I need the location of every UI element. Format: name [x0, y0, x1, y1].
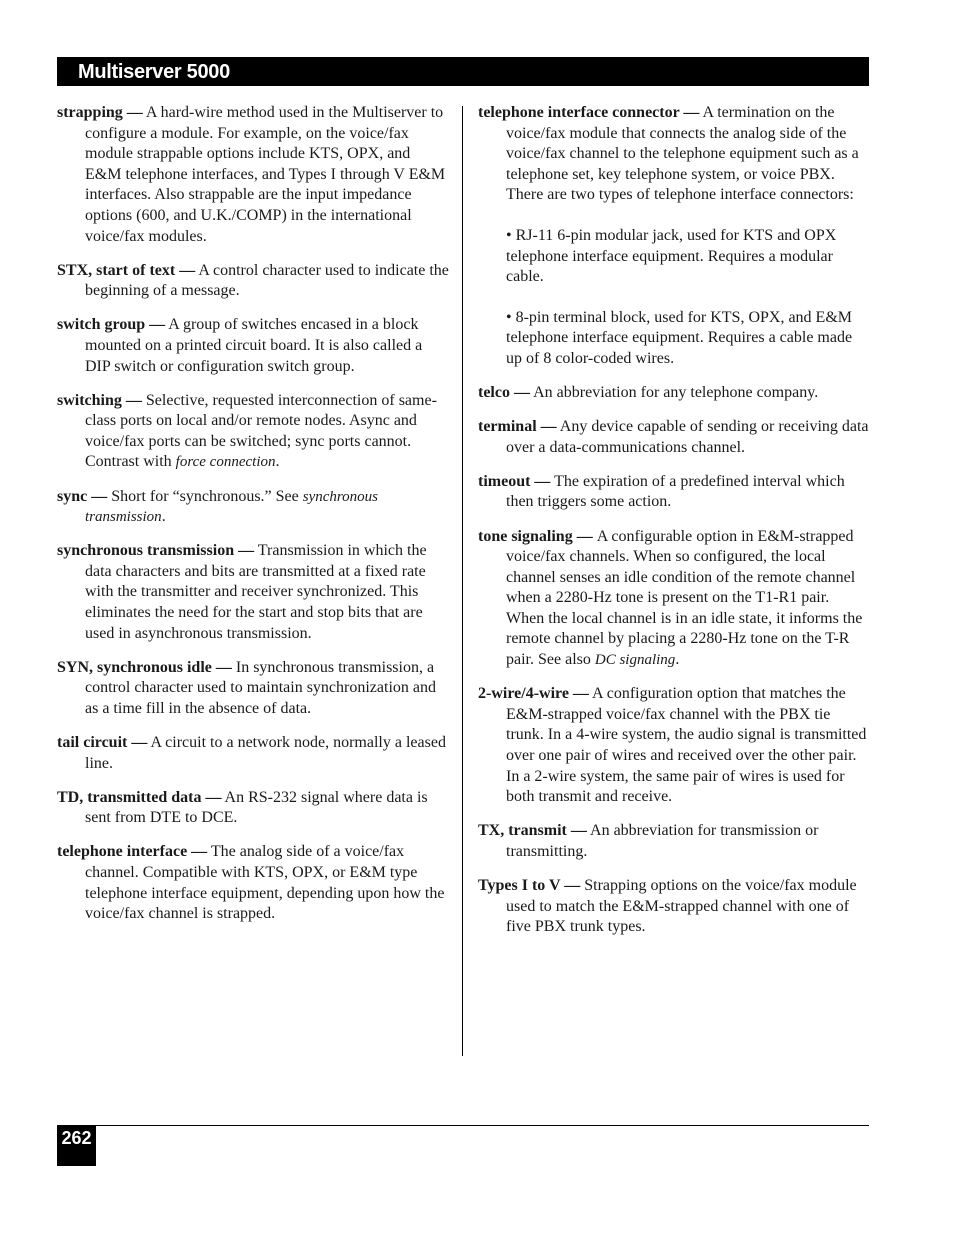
glossary-definition: Strapping options on the voice/fax module used to match the E&M-strapped channel with one of five PBX trunk types. — [506, 876, 857, 936]
glossary-entry-telephone-interface — [57, 842, 449, 924]
glossary-term: STX, start of text — — [57, 261, 196, 279]
cross-reference: force connection — [175, 454, 276, 471]
glossary-definition: A control character used to indicate the beginning of a message. — [85, 261, 449, 300]
glossary-entry-timeout — [478, 472, 870, 513]
cross-reference: DC signaling — [594, 652, 676, 669]
glossary-term: switching — — [57, 391, 142, 409]
page-number: 262 — [61, 1128, 92, 1148]
glossary-definition: The analog side of a voice/fax channel. Compatible with KTS, OPX, or E&M type telephone interface equipment, depending upon how the voice/fax channel is strapped. — [85, 843, 445, 923]
glossary-term: Types I to V — — [478, 876, 581, 894]
glossary-definition: An RS-232 signal where data is sent from DTE to DCE. — [85, 788, 428, 827]
glossary-definition: A group of switches encased in a block mounted on a printed circuit board. It is also called a DIP switch or configuration switch group. — [85, 316, 423, 375]
glossary-definition: A circuit to a network node, normally a leased line. — [85, 733, 446, 772]
glossary-left-column — [57, 103, 449, 938]
glossary-term: 2-wire/4-wire — — [478, 685, 589, 703]
glossary-definition: Any device capable of sending or receiving data over a data-communications channel. — [506, 418, 869, 456]
glossary-term: synchronous transmission — — [57, 542, 255, 560]
footer-rule — [57, 1125, 869, 1126]
glossary-term: telephone interface connector — — [478, 104, 700, 121]
glossary-entry-stx — [57, 261, 449, 302]
glossary-definition: A configurable option in E&M-strapped voice/fax channels. When so configured, the local channel senses an idle condition of the remote channel when a 2280-Hz tone is present on the T1-R1 pair. When the local channel is in an idle state, it informs the remote channel by placing a 2280-Hz tone on the T-R pair. See also — [506, 527, 863, 669]
glossary-term: SYN, synchronous idle — — [57, 658, 232, 676]
glossary-term: telephone interface — — [57, 843, 208, 861]
glossary-entry-2-wire-4-wire — [478, 684, 870, 808]
glossary-definition-end: . — [275, 453, 280, 471]
glossary-entry-syn — [57, 658, 449, 720]
glossary-definition: An abbreviation for transmission or transmitting. — [506, 822, 819, 860]
glossary-entry-tone-signaling — [478, 527, 870, 671]
glossary-term: switch group — — [57, 316, 166, 334]
glossary-entry-switching — [57, 391, 449, 473]
page-header-title: Multiserver 5000 — [78, 61, 230, 83]
glossary-term: tone signaling — — [478, 527, 597, 545]
glossary-definition: Selective, requested interconnection of same-class ports on local and/or remote nodes. Async and voice/fax ports can be switched; sync ports cannot. Contrast with — [85, 391, 437, 471]
glossary-entry-types-i-to-v — [478, 876, 870, 938]
glossary-definition: A termination on the voice/fax module that connects the analog side of the voice/fax channel to the telephone equipment such as a telephone set, key telephone system, or voice PBX. There are two types of telephone interface connectors: — [506, 104, 859, 204]
glossary-entry-tail-circuit — [57, 733, 449, 774]
page-number-box — [57, 1125, 96, 1166]
column-divider — [462, 106, 463, 1056]
glossary-entry-body — [478, 103, 870, 206]
glossary-entry-switch-group — [57, 315, 449, 377]
glossary-definition: A hard-wire method used in the Multiserver to configure a module. For example, on the voice/fax module strappable options include KTS, OPX, and E&M telephone interfaces, and Types I through V E&M interfaces. Also strappable are the input impedance options (600, and U.K./COMP) in the international voice/fax modules. — [85, 104, 446, 245]
glossary-term: sync — — [57, 487, 108, 505]
bullet-item-terminal-block: • 8-pin terminal block, used for KTS, OPX, and E&M telephone interface equipment. Requires a cable made up of 8 color-coded wires. — [506, 308, 853, 367]
glossary-definition: Short for “synchronous.” See — [107, 487, 303, 505]
glossary-entry-strapping — [57, 103, 449, 247]
glossary-entry-telco — [478, 383, 870, 404]
glossary-entry-synchronous-transmission — [57, 541, 449, 644]
glossary-definition: An abbreviation for any telephone company. — [529, 384, 819, 402]
glossary-entry-tx — [478, 821, 870, 862]
glossary-term: TX, transmit — — [478, 822, 587, 840]
glossary-definition: The expiration of a predefined interval which then triggers some action. — [506, 472, 845, 511]
glossary-definition: In synchronous transmission, a control character used to maintain synchronization and as a time fill in the absence of data. — [85, 658, 436, 717]
glossary-definition-end: . — [675, 651, 680, 669]
cross-reference: synchronous transmission — [85, 488, 379, 526]
glossary-definition: A configuration option that matches the E&M-strapped voice/fax channel with the PBX tie trunk. In a 4-wire system, the audio signal is transmitted over one pair of wires and received over the other pair. In a 2-wire system, the same pair of wires is used for both transmit and receive. — [506, 685, 867, 806]
glossary-entry-sync — [57, 487, 449, 528]
glossary-term: strapping — — [57, 104, 143, 121]
header-bar — [57, 57, 869, 86]
glossary-term: TD, transmitted data — — [57, 788, 222, 806]
glossary-definition: Transmission in which the data characters and bits are transmitted at a fixed rate with the transmitter and receiver synchronized. This eliminates the need for the start and stop bits that are used in asynchronous transmission. — [85, 542, 427, 642]
glossary-definition-end: . — [161, 508, 166, 526]
glossary-entry-terminal — [478, 417, 870, 458]
bullet-item-rj11: • RJ-11 6-pin modular jack, used for KTS and OPX telephone interface equipment. Requires a modular cable. — [506, 226, 837, 286]
glossary-term: tail circuit — — [57, 733, 148, 751]
glossary-entry-telephone-interface-connector — [478, 103, 870, 370]
glossary-term: timeout — — [478, 472, 551, 490]
glossary-entry-td — [57, 788, 449, 829]
glossary-term: telco — — [478, 384, 530, 402]
glossary-term: terminal — — [478, 418, 557, 436]
glossary-right-column — [478, 103, 870, 951]
